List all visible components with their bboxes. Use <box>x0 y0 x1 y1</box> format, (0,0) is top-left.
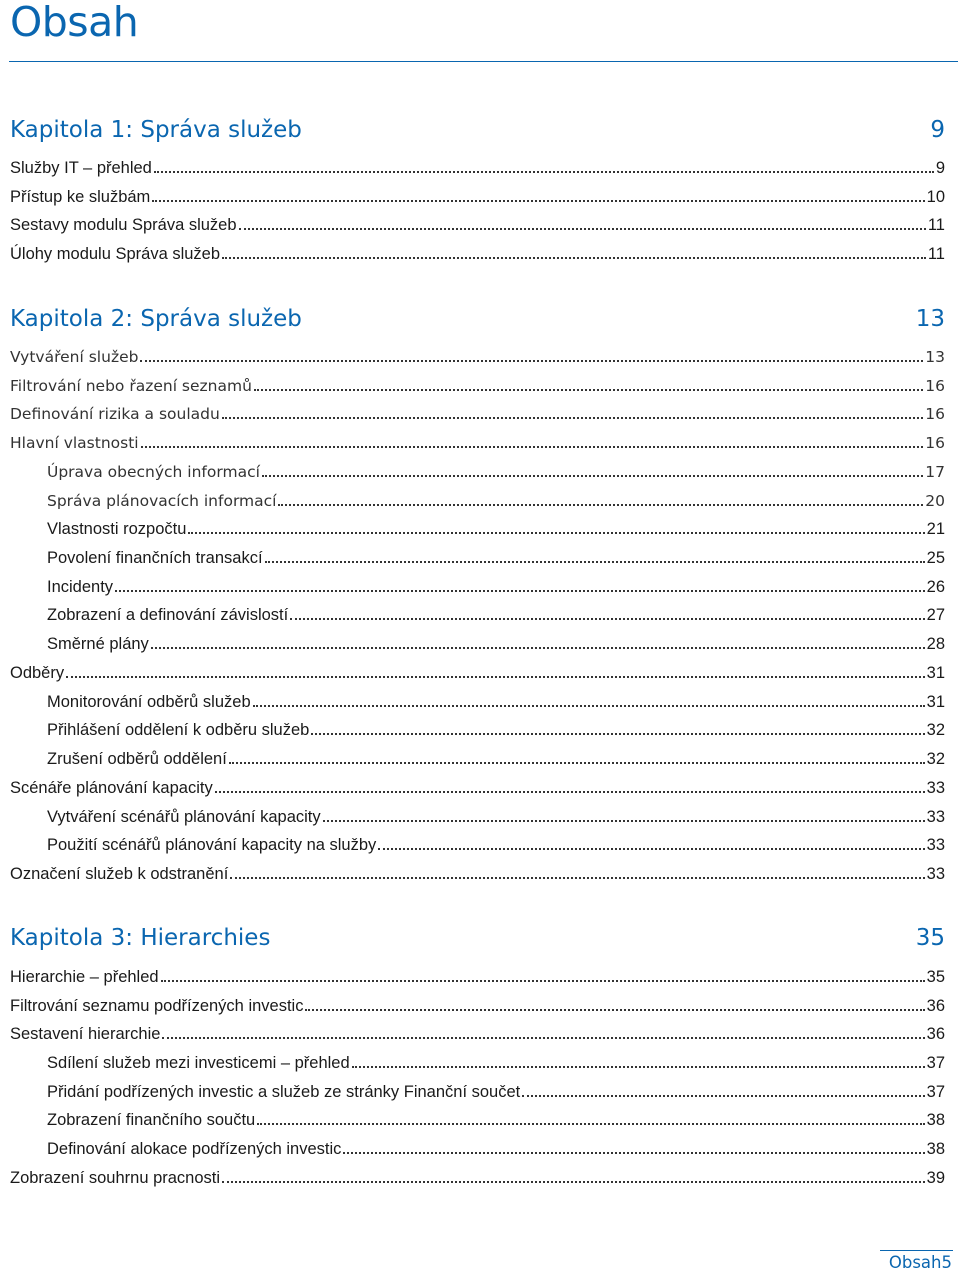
toc-entry-page-number: 37 <box>926 1083 945 1101</box>
chapter-heading[interactable] <box>10 303 945 335</box>
toc-entry[interactable] <box>47 632 945 654</box>
toc-entry[interactable] <box>10 1166 945 1188</box>
toc-entry-page-number: 27 <box>926 606 945 624</box>
dot-leader <box>141 446 924 448</box>
toc-entry-page-number: 31 <box>926 664 945 682</box>
dot-leader <box>66 676 925 678</box>
toc-entry[interactable] <box>10 374 945 396</box>
dot-leader <box>239 228 926 230</box>
toc-entry-page-number: 11 <box>927 245 945 263</box>
toc-entry-page-number: 36 <box>926 997 945 1015</box>
toc-entry-title: Správa plánovacích informací <box>47 492 277 510</box>
toc-entry-title: Směrné plány <box>47 635 149 653</box>
dot-leader <box>305 1009 924 1011</box>
toc-entry[interactable] <box>10 345 945 367</box>
toc-entry-title: Povolení finančních transakcí <box>47 549 263 567</box>
toc-entry-page-number: 11 <box>927 216 945 234</box>
dot-leader <box>522 1095 924 1097</box>
dot-leader <box>215 791 925 793</box>
toc-entry-title: Přidání podřízených investic a služeb ze stránky Finanční součet <box>47 1083 521 1101</box>
toc-entry-title: Hlavní vlastnosti <box>10 434 139 452</box>
dot-leader <box>254 389 923 391</box>
toc-entry-title: Přihlášení oddělení k odběru služeb <box>47 721 310 739</box>
chapter-title: Kapitola 2: Správa služeb <box>10 306 302 332</box>
dot-leader <box>152 200 924 202</box>
toc-entry-title: Sdílení služeb mezi investicemi – přehled <box>47 1054 350 1072</box>
toc-entry-page-number: 32 <box>926 721 945 739</box>
dot-leader <box>162 1037 924 1039</box>
toc-entry-page-number: 38 <box>926 1140 945 1158</box>
toc-entry[interactable] <box>47 603 945 625</box>
toc-entry-page-number: 33 <box>926 836 945 854</box>
title-divider <box>9 61 958 62</box>
toc-entry-title: Vytváření scénářů plánování kapacity <box>47 808 321 826</box>
toc-entry-title: Definování alokace podřízených investic <box>47 1140 342 1158</box>
toc-entry[interactable] <box>10 776 945 798</box>
toc-entry-page-number: 13 <box>925 348 945 366</box>
toc-entry-page-number: 37 <box>926 1054 945 1072</box>
toc-entry-page-number: 26 <box>926 578 945 596</box>
toc-entry[interactable] <box>47 489 945 511</box>
dot-leader <box>323 820 925 822</box>
toc-entry-page-number: 35 <box>926 968 945 986</box>
toc-entry[interactable] <box>47 517 945 539</box>
toc-entry-page-number: 16 <box>925 377 945 395</box>
toc-entry-page-number: 33 <box>926 808 945 826</box>
toc-entry-title: Zrušení odběrů oddělení <box>47 750 227 768</box>
toc-entry[interactable] <box>47 546 945 568</box>
footer-divider <box>880 1250 953 1251</box>
toc-entry-title: Sestavy modulu Správa služeb <box>10 216 237 234</box>
toc-entry-page-number: 28 <box>926 635 945 653</box>
toc-entry[interactable] <box>10 431 945 453</box>
toc-entry-title: Sestavení hierarchie <box>10 1025 161 1043</box>
toc-entry[interactable] <box>47 460 945 482</box>
toc-entry-title: Monitorování odběrů služeb <box>47 693 251 711</box>
toc-entry-title: Incidenty <box>47 578 114 596</box>
toc-entry-page-number: 9 <box>935 159 945 177</box>
toc-entry-title: Použití scénářů plánování kapacity na služby <box>47 836 377 854</box>
chapter-heading[interactable] <box>10 114 945 146</box>
toc-entry-title: Úprava obecných informací <box>47 463 260 481</box>
toc-entry[interactable] <box>47 1051 945 1073</box>
chapter-page-number: 35 <box>915 925 945 951</box>
toc-entry[interactable] <box>47 690 945 712</box>
toc-entry[interactable] <box>47 718 945 740</box>
toc-entry-title: Filtrování nebo řazení seznamů <box>10 377 252 395</box>
page-title: Obsah <box>10 0 139 46</box>
chapter-page-number: 13 <box>915 306 945 332</box>
dot-leader <box>262 475 923 477</box>
toc-entry-title: Označení služeb k odstranění <box>10 865 229 883</box>
toc-entry-title: Filtrování seznamu podřízených investic <box>10 997 304 1015</box>
toc-entry-page-number: 16 <box>925 405 945 423</box>
toc-entry-title: Úlohy modulu Správa služeb <box>10 245 221 263</box>
toc-entry-title: Zobrazení souhrnu pracnosti <box>10 1169 221 1187</box>
chapter-heading[interactable] <box>10 922 945 954</box>
dot-leader <box>343 1152 924 1154</box>
toc-entry-page-number: 25 <box>926 549 945 567</box>
toc-entry-page-number: 10 <box>926 188 945 206</box>
footer-page-label: Obsah5 <box>888 1253 952 1272</box>
chapter-title: Kapitola 1: Správa služeb <box>10 117 302 143</box>
toc-entry-title: Služby IT – přehled <box>10 159 152 177</box>
dot-leader <box>311 733 924 735</box>
toc-entry-page-number: 39 <box>926 1169 945 1187</box>
toc-entry-page-number: 33 <box>926 779 945 797</box>
toc-entry[interactable] <box>10 862 945 884</box>
toc-entry[interactable] <box>47 833 945 855</box>
toc-entry-title: Vytváření služeb <box>10 348 139 366</box>
dot-leader <box>253 705 925 707</box>
toc-entry[interactable] <box>10 185 945 207</box>
toc-entry[interactable] <box>47 1080 945 1102</box>
dot-leader <box>115 590 925 592</box>
toc-entry[interactable] <box>10 156 945 178</box>
toc-entry-title: Hierarchie – přehled <box>10 968 159 986</box>
toc-entry-page-number: 38 <box>926 1111 945 1129</box>
dot-leader <box>257 1123 924 1125</box>
toc-entry[interactable] <box>10 402 945 424</box>
dot-leader <box>290 618 924 620</box>
toc-entry[interactable] <box>10 994 945 1016</box>
toc-entry[interactable] <box>47 747 945 769</box>
toc-entry[interactable] <box>47 805 945 827</box>
toc-entry-page-number: 31 <box>926 693 945 711</box>
toc-entry-page-number: 21 <box>926 520 945 538</box>
toc-entry-page-number: 33 <box>926 865 945 883</box>
dot-leader <box>378 848 924 850</box>
toc-entry[interactable] <box>10 661 945 683</box>
toc-entry-title: Přístup ke službám <box>10 188 151 206</box>
dot-leader <box>222 257 926 259</box>
dot-leader <box>151 647 925 649</box>
dot-leader <box>278 504 923 506</box>
dot-leader <box>222 1181 925 1183</box>
toc-entry[interactable] <box>47 1137 945 1159</box>
toc-entry-title: Definování rizika a souladu <box>10 405 220 423</box>
toc-entry-page-number: 17 <box>925 463 945 481</box>
toc-entry[interactable] <box>10 213 945 235</box>
toc-entry-title: Zobrazení finančního součtu <box>47 1111 256 1129</box>
dot-leader <box>229 762 925 764</box>
toc-entry[interactable] <box>10 242 945 264</box>
toc-entry-page-number: 20 <box>925 492 945 510</box>
dot-leader <box>265 561 925 563</box>
toc-entry-title: Vlastnosti rozpočtu <box>47 520 187 538</box>
toc-entry[interactable] <box>10 965 945 987</box>
toc-entry-page-number: 36 <box>926 1025 945 1043</box>
toc-entry[interactable] <box>10 1022 945 1044</box>
toc-entry[interactable] <box>47 575 945 597</box>
dot-leader <box>140 360 923 362</box>
dot-leader <box>161 980 925 982</box>
toc-entry-title: Scénáře plánování kapacity <box>10 779 213 797</box>
toc-entry-page-number: 16 <box>925 434 945 452</box>
dot-leader <box>222 417 923 419</box>
toc-entry-title: Odběry <box>10 664 65 682</box>
dot-leader <box>352 1066 925 1068</box>
toc-entry-title: Zobrazení a definování závislostí <box>47 606 289 624</box>
toc-entry-page-number: 32 <box>926 750 945 768</box>
toc-entry[interactable] <box>47 1108 945 1130</box>
dot-leader <box>154 171 934 173</box>
chapter-page-number: 9 <box>930 117 945 143</box>
chapter-title: Kapitola 3: Hierarchies <box>10 925 271 951</box>
dot-leader <box>188 532 924 534</box>
dot-leader <box>230 877 924 879</box>
